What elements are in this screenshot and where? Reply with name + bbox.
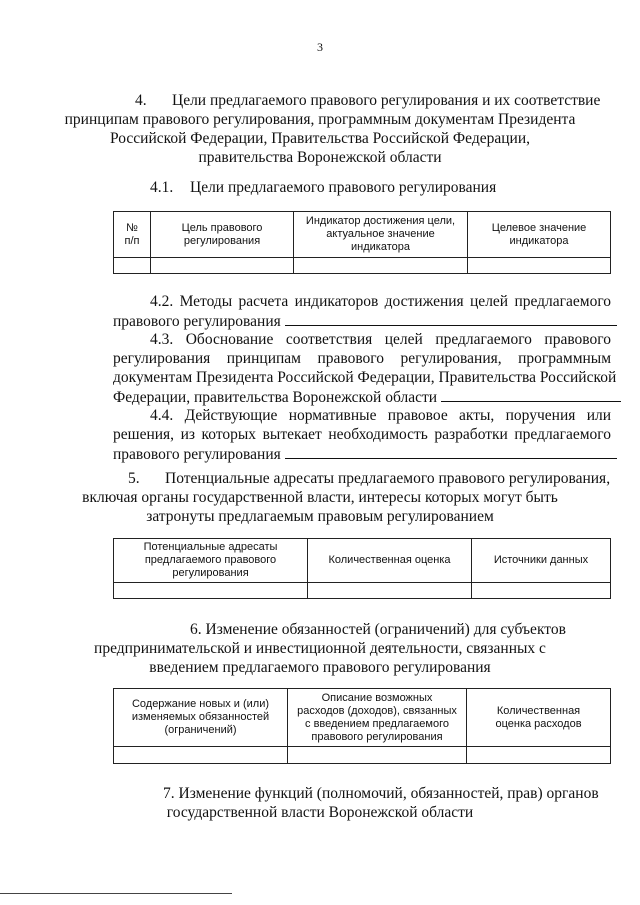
- table-header-row: [114, 212, 611, 258]
- section-7-title-line: 7. Изменение функций (полномочий, обязанностей, прав) органов: [163, 785, 599, 802]
- section-6-title-line: введением предлагаемого правового регулирования: [149, 659, 491, 676]
- page-number: 3: [317, 40, 323, 54]
- table-header-row: [114, 539, 611, 583]
- paragraph-4-3-line: документам Президента Российской Федерации, Правительства Российской: [113, 369, 617, 386]
- paragraph-4-4-line: 4.4. Действующие нормативные правовое акты, поручения или: [150, 407, 612, 424]
- section-5-title-line: включая органы государственной власти, интересы которых могут быть: [82, 489, 558, 506]
- subsection-4-1-number: 4.1.: [150, 179, 174, 196]
- header-cell-addressees: Потенциальные адресаты предлагаемого правового регулирования: [114, 539, 308, 583]
- table-row: [114, 258, 611, 274]
- table-cell: [114, 258, 151, 274]
- table-cell: [151, 258, 294, 274]
- fill-in-line: [441, 387, 621, 402]
- obligations-table: [113, 688, 611, 764]
- section-6-title-line: 6. Изменение обязанностей (ограничений) для субъектов: [190, 621, 566, 638]
- header-cell-number: № п/п: [114, 212, 151, 258]
- paragraph-4-4-line: решения, из которых вытекает необходимость разработки предлагаемого: [113, 426, 611, 443]
- paragraph-4-3-line: регулирования принципам правового регулирования, программным: [113, 350, 612, 367]
- section-6-title-line: предпринимательской и инвестиционной деятельности, связанных с: [94, 640, 546, 657]
- subsection-4-1-title: Цели предлагаемого правового регулирования: [190, 179, 497, 196]
- table-cell: [472, 583, 611, 599]
- table-cell: [288, 747, 467, 764]
- header-cell-quantitative-estimate: Количественная оценка: [308, 539, 472, 583]
- section-5-number: 5.: [128, 470, 140, 487]
- paragraph-4-4-line: правового регулирования: [113, 444, 617, 464]
- section-4-title-line: принципам правового регулирования, программным документам Президента: [64, 111, 576, 128]
- paragraph-4-3-line: Федерации, правительства Воронежской области: [113, 387, 621, 407]
- header-cell-indicator: Индикатор достижения цели, актуальное значение индикатора: [294, 212, 468, 258]
- paragraph-4-3-line: 4.3. Обоснование соответствия целей предлагаемого правового: [150, 331, 611, 348]
- table-row: [114, 583, 611, 599]
- table-cell: [114, 747, 288, 764]
- section-4-title-line: правительства Воронежской области: [198, 149, 442, 166]
- section-4-number: 4.: [135, 92, 147, 109]
- header-cell-expenses-description: Описание возможных расходов (доходов), связанных с введением предлагаемого правового регулирования: [288, 689, 467, 747]
- table-cell: [308, 583, 472, 599]
- section-4-title-line: Российской Федерации, Правительства Российской Федерации,: [110, 130, 530, 147]
- table-cell: [468, 258, 611, 274]
- addressees-table: [113, 538, 611, 599]
- paragraph-4-2-line: правового регулирования: [113, 311, 617, 331]
- paragraph-4-2-line: 4.2. Методы расчета индикаторов достижения целей предлагаемого: [150, 293, 612, 310]
- section-5-title-line: затронуты предлагаемым правовым регулированием: [146, 508, 494, 525]
- table-header-row: [114, 689, 611, 747]
- header-cell-target-value: Целевое значение индикатора: [468, 212, 611, 258]
- section-7-title-line: государственной власти Воронежской области: [166, 804, 474, 821]
- fill-in-line: [285, 444, 617, 459]
- table-cell: [114, 583, 308, 599]
- table-row: [114, 747, 611, 764]
- header-cell-data-sources: Источники данных: [472, 539, 611, 583]
- section-5-title-line: Потенциальные адресаты предлагаемого правового регулирования,: [165, 470, 611, 487]
- table-cell: [467, 747, 611, 764]
- fill-in-line: [285, 311, 617, 326]
- footnote-divider: [0, 893, 232, 894]
- header-cell-obligations-content: Содержание новых и (или) изменяемых обязанностей (ограничений): [114, 689, 288, 747]
- section-4-title-line: Цели предлагаемого правового регулирования и их соответствие: [172, 92, 601, 109]
- goals-table: [113, 211, 611, 274]
- table-cell: [294, 258, 468, 274]
- header-cell-goal: Цель правового регулирования: [151, 212, 294, 258]
- header-cell-expenses-estimate: Количественная оценка расходов: [467, 689, 611, 747]
